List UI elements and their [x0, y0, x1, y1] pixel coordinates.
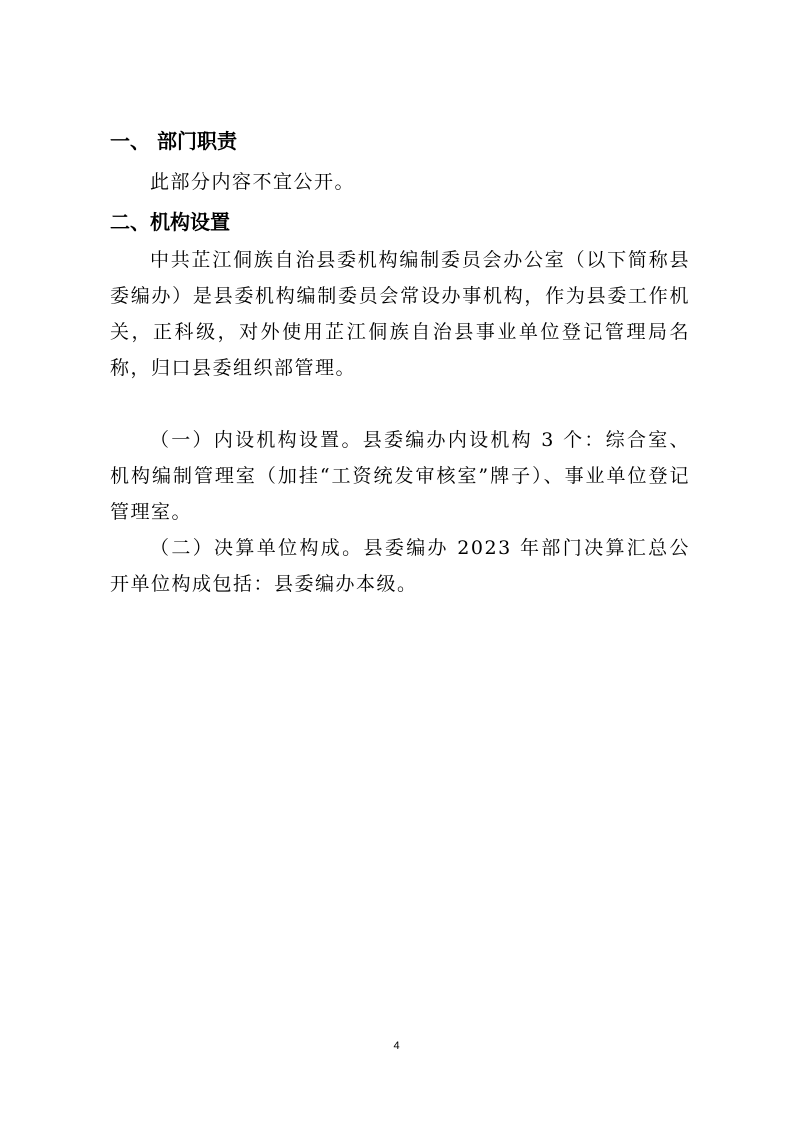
paragraph-organization-intro: 中共芷江侗族自治县委机构编制委员会办公室（以下简称县委编办）是县委机构编制委员会常设办事机构，作为县委工作机关，正科级，对外使用芷江侗族自治县事业单位登记管理局名称，归口县委组织部管理。 [110, 249, 690, 379]
page-number: 4 [393, 1040, 400, 1052]
section-heading-duties: 一、 部门职责 [110, 129, 237, 153]
paragraph-internal-units: （一）内设机构设置。县委编办内设机构 3 个：综合室、机构编制管理室（加挂“工资统发审核室”牌子）、事业单位登记管理室。 [110, 429, 690, 523]
paragraph-final-accounts-units: （二）决算单位构成。县委编办 2023 年部门决算汇总公开单位构成包括：县委编办本级。 [110, 537, 690, 595]
section-body-duties: 此部分内容不宜公开。 [150, 171, 356, 193]
section-heading-organization: 二、机构设置 [110, 210, 230, 234]
